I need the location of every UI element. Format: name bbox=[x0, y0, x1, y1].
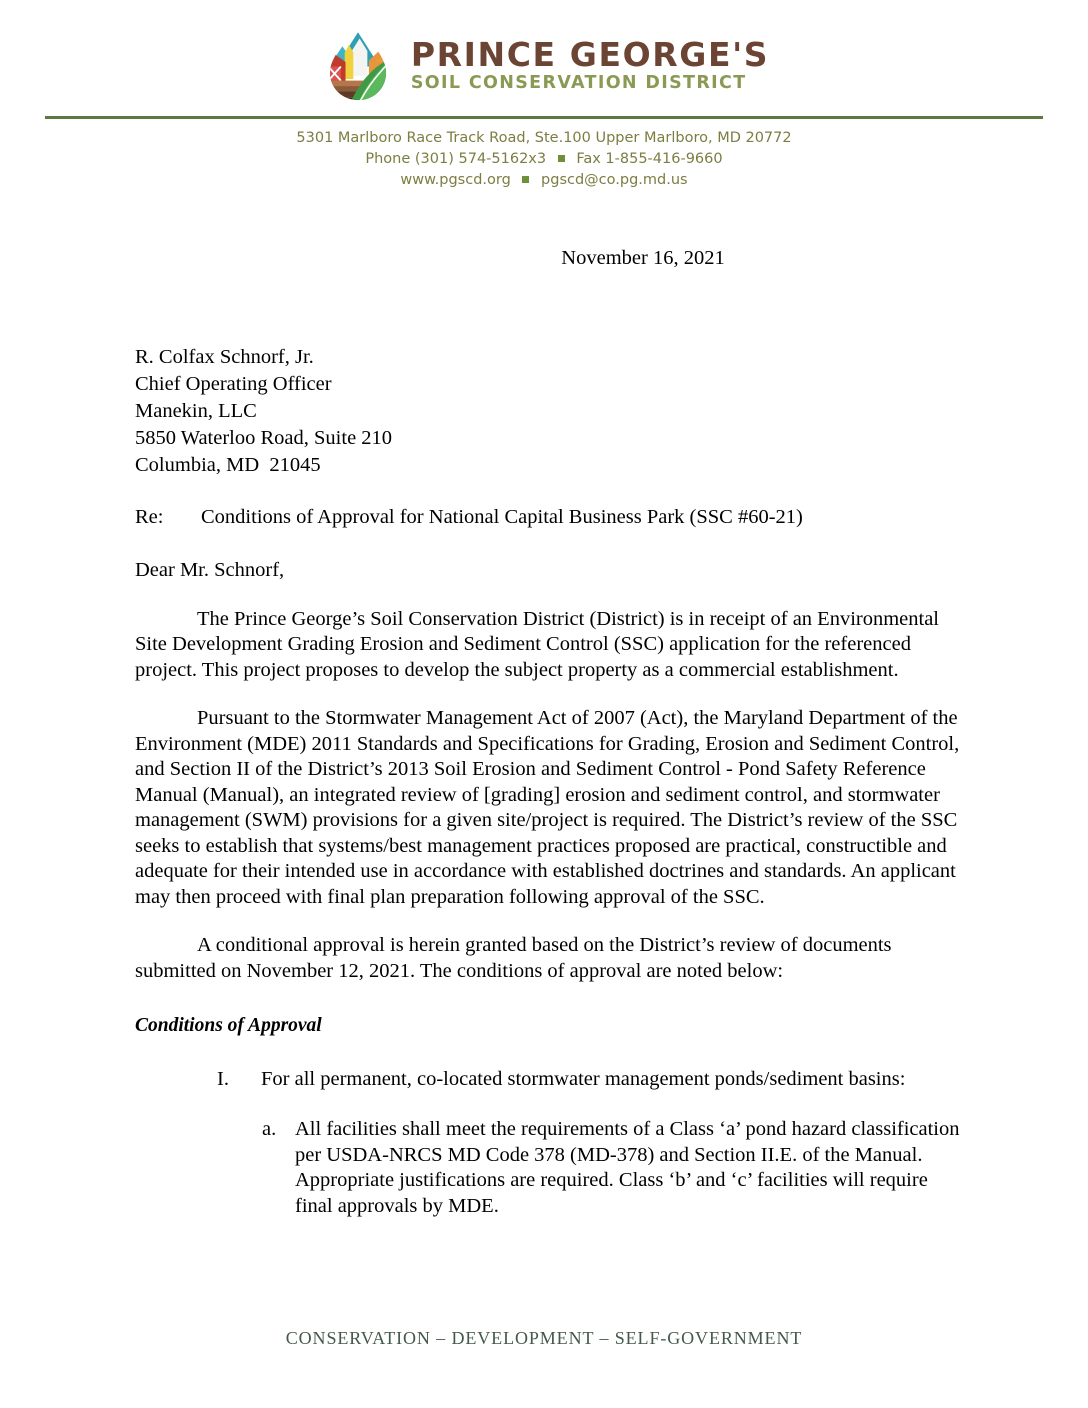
recipient-name: R. Colfax Schnorf, Jr. bbox=[135, 345, 314, 368]
subject-line-row bbox=[135, 505, 961, 531]
roman-marker: I. bbox=[217, 1067, 229, 1090]
alpha-marker: a. bbox=[262, 1118, 277, 1140]
page-footer-tagline: CONSERVATION – DEVELOPMENT – SELF-GOVERNMENT bbox=[285, 1328, 803, 1348]
pgscd-leaf-skyline-logo-icon bbox=[319, 26, 397, 104]
letter-body bbox=[135, 246, 961, 1219]
contact-website[interactable]: www.pgscd.org bbox=[400, 172, 511, 188]
contact-address-line: 5301 Marlboro Race Track Road, Ste.100 Upper Marlboro, MD 20772 bbox=[296, 130, 792, 146]
contact-fax: Fax 1-855-416-9660 bbox=[576, 151, 723, 167]
square-bullet-icon bbox=[558, 155, 565, 162]
organization-logo-block bbox=[0, 0, 1088, 108]
list-item bbox=[217, 1067, 961, 1093]
roman-item-text: For all permanent, co-located stormwater management ponds/sediment basins: bbox=[261, 1067, 906, 1090]
wordmark-primary-text: PRINCE GEORGE'S bbox=[410, 34, 770, 74]
square-bullet-icon bbox=[522, 176, 529, 183]
recipient-company: Manekin, LLC bbox=[135, 399, 257, 422]
letterhead-contact-block bbox=[0, 128, 1088, 191]
conditions-of-approval-heading: Conditions of Approval bbox=[135, 1015, 322, 1036]
alpha-item-text: All facilities shall meet the requirements of a Class ‘a’ pond hazard classification per USDA-NRCS MD Code 378 (MD-378) and Section II.E. of the Manual. Appropriate justifications are required. Class ‘b’ and ‘c’ facilities will require final approvals by MDE. bbox=[295, 1118, 960, 1217]
conditions-alpha-list bbox=[135, 1117, 961, 1219]
contact-web-email-line bbox=[0, 170, 1088, 191]
body-paragraph-1: The Prince George’s Soil Conservation District (District) is in receipt of an Environmental Site Development Grading Erosion and Sediment Control (SSC) application for the referenced project. This project proposes to develop the subject property as a commercial establishment. bbox=[135, 607, 940, 681]
salutation: Dear Mr. Schnorf, bbox=[135, 559, 285, 581]
letter-date: November 16, 2021 bbox=[561, 247, 725, 269]
wordmark-secondary-text: SOIL CONSERVATION DISTRICT bbox=[410, 72, 747, 93]
recipient-title: Chief Operating Officer bbox=[135, 372, 332, 395]
recipient-city-state-zip: Columbia, MD 21045 bbox=[135, 453, 321, 476]
conditions-roman-list bbox=[135, 1067, 961, 1093]
list-item bbox=[262, 1117, 961, 1219]
body-paragraph-2: Pursuant to the Stormwater Management Act of 2007 (Act), the Maryland Department of the Environment (MDE) 2011 Standards and Specifications for Grading, Erosion and Sediment Control, and Section II of the District’s 2013 Soil Erosion and Sediment Control - Pond Safety Reference Manual (Manual), an integrated review of [grading] erosion and sediment control, and stormwater management (SWM) provisions for a given site/project is required. The District’s review of the SSC seeks to establish that systems/best management practices proposed are practical, constructible and adequate for their intended use in accordance with established doctrines and standards. An applicant may then proceed with final plan preparation following approval of the SSC. bbox=[135, 707, 960, 908]
recipient-street: 5850 Waterloo Road, Suite 210 bbox=[135, 426, 393, 449]
recipient-address-block bbox=[135, 344, 961, 479]
organization-wordmark bbox=[410, 34, 770, 93]
contact-phone: Phone (301) 574-5162x3 bbox=[365, 151, 547, 167]
letterhead bbox=[0, 0, 1088, 188]
contact-email[interactable]: pgscd@co.pg.md.us bbox=[541, 172, 688, 188]
subject-text: Conditions of Approval for National Capital Business Park (SSC #60-21) bbox=[201, 505, 803, 528]
subject-label: Re: bbox=[135, 505, 164, 528]
contact-phone-fax-line bbox=[0, 149, 1088, 170]
body-paragraph-3: A conditional approval is herein granted based on the District’s review of documents submitted on November 12, 2021. The conditions of approval are noted below: bbox=[135, 934, 892, 982]
letterhead-divider-rule bbox=[45, 116, 1043, 119]
